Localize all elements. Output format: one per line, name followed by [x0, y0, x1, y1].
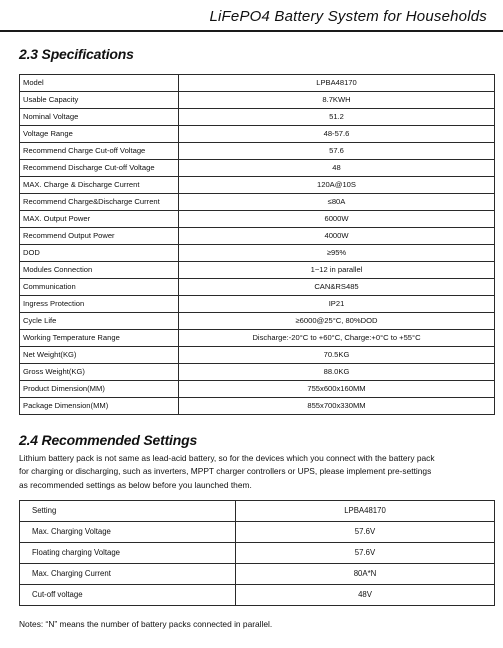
spec-label: Voltage Range	[20, 126, 179, 143]
table-row	[20, 211, 495, 228]
page-header	[0, 0, 503, 34]
table-row	[20, 126, 495, 143]
setting-value: LPBA48170	[236, 501, 495, 522]
spec-value: 120A@10S	[179, 177, 495, 194]
table-row	[20, 501, 495, 522]
table-row	[20, 109, 495, 126]
recommended-settings-heading: 2.4 Recommended Settings	[19, 432, 198, 448]
setting-label: Max. Charging Voltage	[20, 522, 236, 543]
table-row	[20, 194, 495, 211]
spec-label: Model	[20, 75, 179, 92]
table-row	[20, 330, 495, 347]
recommended-settings-paragraph	[19, 452, 495, 492]
spec-value: Discharge:-20°C to +60°C, Charge:+0°C to +55°C	[179, 330, 495, 347]
spec-value: 755x600x160MM	[179, 381, 495, 398]
setting-label: Setting	[20, 501, 236, 522]
spec-value: IP21	[179, 296, 495, 313]
spec-label: Working Temperature Range	[20, 330, 179, 347]
spec-value: 70.5KG	[179, 347, 495, 364]
spec-label: Usable Capacity	[20, 92, 179, 109]
setting-label: Cut-off voltage	[20, 585, 236, 606]
table-row	[20, 381, 495, 398]
setting-value: 57.6V	[236, 522, 495, 543]
spec-value: 4000W	[179, 228, 495, 245]
spec-label: MAX. Charge & Discharge Current	[20, 177, 179, 194]
spec-value: 48-57.6	[179, 126, 495, 143]
table-row	[20, 160, 495, 177]
specifications-heading: 2.3 Specifications	[19, 46, 134, 62]
spec-value: ≥6000@25°C, 80%DOD	[179, 313, 495, 330]
setting-label: Max. Charging Current	[20, 564, 236, 585]
spec-value: 8.7KWH	[179, 92, 495, 109]
spec-value: CAN&RS485	[179, 279, 495, 296]
table-row	[20, 143, 495, 160]
spec-label: Cycle Life	[20, 313, 179, 330]
spec-value: 57.6	[179, 143, 495, 160]
spec-label: Gross Weight(KG)	[20, 364, 179, 381]
table-row	[20, 313, 495, 330]
table-row	[20, 296, 495, 313]
table-row	[20, 245, 495, 262]
table-row	[20, 228, 495, 245]
setting-value: 57.6V	[236, 543, 495, 564]
spec-label: Modules Connection	[20, 262, 179, 279]
setting-label: Floating charging Voltage	[20, 543, 236, 564]
header-divider	[0, 30, 503, 32]
spec-value: 1~12 in parallel	[179, 262, 495, 279]
spec-label: Recommend Charge Cut-off Voltage	[20, 143, 179, 160]
spec-label: Communication	[20, 279, 179, 296]
spec-value: 6000W	[179, 211, 495, 228]
spec-value: 51.2	[179, 109, 495, 126]
header-title: LiFePO4 Battery System for Households	[209, 8, 487, 25]
recommended-settings-table	[19, 500, 495, 606]
notes-text: Notes: “N” means the number of battery packs connected in parallel.	[19, 619, 273, 629]
table-row	[20, 347, 495, 364]
spec-label: Net Weight(KG)	[20, 347, 179, 364]
spec-label: Product Dimension(MM)	[20, 381, 179, 398]
setting-value: 48V	[236, 585, 495, 606]
spec-label: Nominal Voltage	[20, 109, 179, 126]
spec-label: DOD	[20, 245, 179, 262]
paragraph-line: as recommended settings as below before you launched them.	[19, 479, 252, 490]
spec-value: 855x700x330MM	[179, 398, 495, 415]
spec-label: Recommend Discharge Cut-off Voltage	[20, 160, 179, 177]
table-row	[20, 177, 495, 194]
setting-value: 80A*N	[236, 564, 495, 585]
spec-label: Ingress Protection	[20, 296, 179, 313]
table-row	[20, 364, 495, 381]
table-row	[20, 92, 495, 109]
spec-label: Recommend Output Power	[20, 228, 179, 245]
table-row	[20, 75, 495, 92]
table-row	[20, 262, 495, 279]
table-row	[20, 522, 495, 543]
spec-value: LPBA48170	[179, 75, 495, 92]
table-row	[20, 585, 495, 606]
spec-label: Recommend Charge&Discharge Current	[20, 194, 179, 211]
spec-label: MAX. Output Power	[20, 211, 179, 228]
table-row	[20, 543, 495, 564]
paragraph-line: Lithium battery pack is not same as lead-acid battery, so for the devices which you connect with the battery pack	[19, 453, 435, 463]
spec-label: Package Dimension(MM)	[20, 398, 179, 415]
paragraph-line: for charging or discharging, such as inverters, MPPT charger controllers or UPS, please implement pre-settings	[19, 466, 432, 477]
spec-value: 48	[179, 160, 495, 177]
specifications-table	[19, 74, 495, 415]
table-row	[20, 564, 495, 585]
spec-value: ≥95%	[179, 245, 495, 262]
table-row	[20, 279, 495, 296]
table-row	[20, 398, 495, 415]
spec-value: 88.0KG	[179, 364, 495, 381]
spec-value: ≤80A	[179, 194, 495, 211]
